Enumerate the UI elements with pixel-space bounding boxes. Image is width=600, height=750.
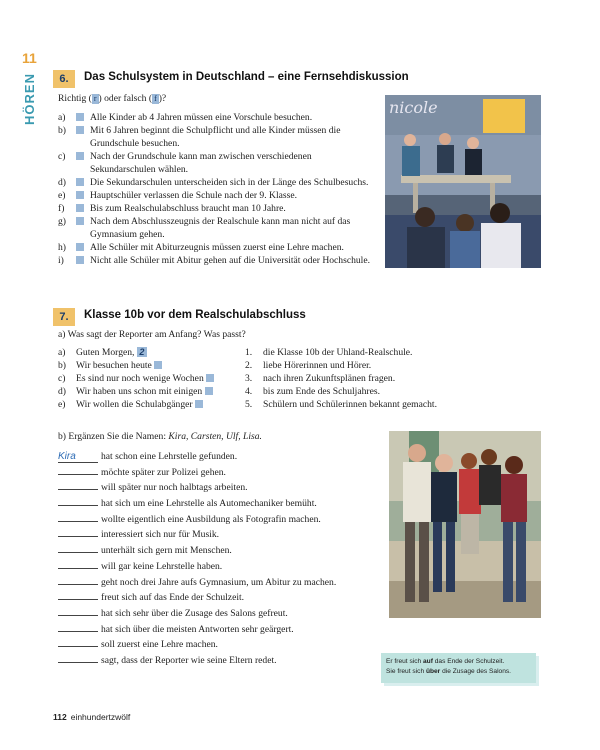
statement-text: Nicht alle Schüler mit Abitur gehen auf die Universität oder Hochschule.: [90, 255, 371, 266]
fill-in-item: [58, 591, 378, 607]
statement-text: Alle Kinder ab 4 Jahren müssen eine Vorschule besuchen.: [90, 112, 313, 123]
richtig-marker: r: [93, 94, 97, 103]
statement-label: i): [58, 255, 64, 266]
match-answer-box[interactable]: [195, 400, 203, 408]
exercise-6-list: [58, 111, 388, 267]
match-left-item: a) Guten Morgen, 2: [58, 346, 238, 359]
statement-label: a): [58, 112, 66, 123]
match-answer-box[interactable]: [206, 374, 214, 382]
match-answer-box[interactable]: 2: [137, 347, 147, 357]
statement-label: b): [58, 125, 66, 136]
statement-text: Mit 6 Jahren beginnt die Schulpflicht und alle Kinder müssen die Grundschule besuchen.: [90, 125, 341, 149]
statement-text: Nach dem Abschlusszeugnis der Realschule kann man nicht auf das Gymnasium gehen.: [90, 216, 351, 240]
fill-in-text: geht noch drei Jahre aufs Gymnasium, um Abitur zu machen.: [101, 576, 337, 588]
statement-item: [58, 215, 388, 241]
fill-in-text: unterhält sich gern mit Menschen.: [101, 545, 232, 557]
match-left-text: Es sind nur noch wenige Wochen: [76, 372, 214, 385]
exercise-7-right-column: [245, 346, 465, 411]
name-input[interactable]: [58, 576, 98, 585]
name-input[interactable]: [58, 481, 98, 490]
statement-item: [58, 124, 388, 150]
name-input[interactable]: [58, 638, 98, 647]
answer-checkbox[interactable]: [76, 178, 84, 186]
match-left-item: d) Wir haben uns schon mit einigen: [58, 385, 238, 398]
statement-text: Die Sekundarschulen unterscheiden sich in der Länge des Schulbesuchs.: [90, 177, 369, 188]
answer-checkbox[interactable]: [76, 126, 84, 134]
fill-in-item: [58, 623, 378, 639]
students-photo: [389, 431, 541, 618]
match-right-item: 5. Schülern und Schülerinnen bekannt gemacht.: [245, 399, 437, 410]
fill-in-text: soll zuerst eine Lehre machen.: [101, 639, 218, 651]
name-input[interactable]: [58, 497, 98, 506]
chapter-number: 11: [22, 50, 37, 66]
answer-checkbox[interactable]: [76, 204, 84, 212]
fill-in-item: [58, 513, 378, 529]
answer-checkbox[interactable]: [76, 217, 84, 225]
match-right-item: 4. bis zum Ende des Schuljahres.: [245, 386, 380, 397]
statement-label: d): [58, 177, 66, 188]
match-answer-box[interactable]: [154, 361, 162, 369]
fill-in-text: interessiert sich nur für Musik.: [101, 529, 220, 541]
answer-checkbox[interactable]: [76, 113, 84, 121]
fill-in-text: möchte später zur Polizei gehen.: [101, 466, 226, 478]
fill-in-item: [58, 576, 378, 592]
match-right-item: 1. die Klasse 10b der Uhland-Realschule.: [245, 347, 413, 358]
statement-item: [58, 241, 388, 254]
match-right-item: 3. nach ihren Zukunftsplänen fragen.: [245, 373, 396, 384]
exercise-6-title: Das Schulsystem in Deutschland – eine Fernsehdiskussion: [84, 71, 409, 83]
exercise-7-number: 7.: [53, 308, 75, 326]
name-input[interactable]: [58, 654, 98, 663]
chapter-tab: [22, 73, 38, 123]
name-input[interactable]: [58, 528, 98, 537]
fill-in-text: wollte eigentlich eine Ausbildung als Fotografin machen.: [101, 513, 321, 525]
statement-item: [58, 202, 388, 215]
statement-label: e): [58, 190, 66, 201]
fill-in-item: [58, 528, 378, 544]
studio-sign-text: nicole: [389, 98, 438, 117]
match-left-item: e) Wir wollen die Schulabgänger: [58, 398, 238, 411]
answer-checkbox[interactable]: [76, 243, 84, 251]
fill-in-item: [58, 497, 378, 513]
match-answer-box[interactable]: [205, 387, 213, 395]
answer-checkbox[interactable]: [76, 191, 84, 199]
statement-label: h): [58, 242, 66, 253]
fill-in-text: hat sich um eine Lehrstelle als Automechaniker bemüht.: [101, 498, 317, 510]
answer-checkbox[interactable]: [76, 152, 84, 160]
statement-label: c): [58, 151, 66, 162]
fill-in-item: [58, 450, 378, 466]
name-input[interactable]: [58, 623, 98, 632]
match-left-text: Guten Morgen, 2: [76, 346, 147, 359]
fill-in-item: [58, 544, 378, 560]
page-number-words: einhundertzwölf: [70, 712, 131, 722]
statement-text: Bis zum Realschulabschluss braucht man 10 Jahre.: [90, 203, 286, 214]
statement-text: Alle Schüler mit Abiturzeugnis müssen zuerst eine Lehre machen.: [90, 242, 344, 253]
exercise-6-number: 6.: [53, 70, 75, 88]
exercise-7-part-a-instruction: a) Was sagt der Reporter am Anfang? Was passt?: [58, 329, 246, 340]
statement-text: Hauptschüler verlassen die Schule nach der 9. Klasse.: [90, 190, 297, 201]
statement-label: f): [58, 203, 65, 214]
name-input[interactable]: [58, 466, 98, 475]
fill-in-item: [58, 466, 378, 482]
fill-in-text: will später nur noch halbtags arbeiten.: [101, 482, 248, 494]
answer-checkbox[interactable]: [76, 256, 84, 264]
statement-text: Nach der Grundschule kann man zwischen verschiedenen Sekundarschulen wählen.: [90, 151, 312, 175]
fill-in-item: [58, 481, 378, 497]
name-input[interactable]: [58, 591, 98, 600]
statement-item: [58, 176, 388, 189]
match-right-item: 2. liebe Hörerinnen und Hörer.: [245, 360, 372, 371]
fill-in-item: [58, 560, 378, 576]
exercise-6-instruction: Richtig ( r ) oder falsch ( f )?: [58, 93, 167, 104]
match-left-text: Wir besuchen heute: [76, 359, 162, 372]
name-input[interactable]: Kira: [58, 451, 98, 463]
grammar-note: Er freut sich auf das Ende der Schulzeit. Sie freut sich über die Zusage des Salons.: [381, 653, 536, 683]
statement-item: [58, 254, 388, 267]
exercise-7-title: Klasse 10b vor dem Realschulabschluss: [84, 309, 306, 321]
name-input[interactable]: [58, 544, 98, 553]
match-left-item: c) Es sind nur noch wenige Wochen: [58, 372, 238, 385]
exercise-7-fill-list: [58, 450, 378, 670]
match-left-item: b) Wir besuchen heute: [58, 359, 238, 372]
fill-in-text: will gar keine Lehrstelle haben.: [101, 560, 223, 572]
statement-item: [58, 150, 388, 176]
names-list: Kira, Carsten, Ulf, Lisa.: [168, 431, 262, 442]
exercise-7-left-column: [58, 346, 238, 411]
fill-in-item: [58, 654, 378, 670]
page-number: 112: [53, 712, 67, 722]
fill-in-text: hat sich über die meisten Antworten sehr geärgert.: [101, 623, 294, 635]
falsch-marker: f: [154, 94, 157, 103]
chapter-tab-label: HÖREN: [22, 73, 37, 125]
fill-in-text: hat sich sehr über die Zusage des Salons gefreut.: [101, 607, 288, 619]
match-left-text: Wir haben uns schon mit einigen: [76, 385, 213, 398]
fill-in-item: [58, 638, 378, 654]
statement-item: [58, 111, 388, 124]
fill-in-text: hat schon eine Lehrstelle gefunden.: [101, 451, 238, 462]
name-input[interactable]: [58, 607, 98, 616]
name-input[interactable]: [58, 560, 98, 569]
fill-in-item: [58, 607, 378, 623]
statement-label: g): [58, 216, 66, 227]
tv-studio-photo: [385, 95, 541, 268]
name-input[interactable]: [58, 513, 98, 522]
fill-in-text: sagt, dass der Reporter wie seine Eltern redet.: [101, 654, 277, 666]
fill-in-text: freut sich auf das Ende der Schulzeit.: [101, 592, 245, 604]
statement-item: [58, 189, 388, 202]
page-footer: [53, 712, 130, 722]
exercise-7-part-b-instruction: b) Ergänzen Sie die Namen: Kira, Carsten, Ulf, Lisa.: [58, 431, 262, 442]
match-left-text: Wir wollen die Schulabgänger: [76, 398, 203, 411]
